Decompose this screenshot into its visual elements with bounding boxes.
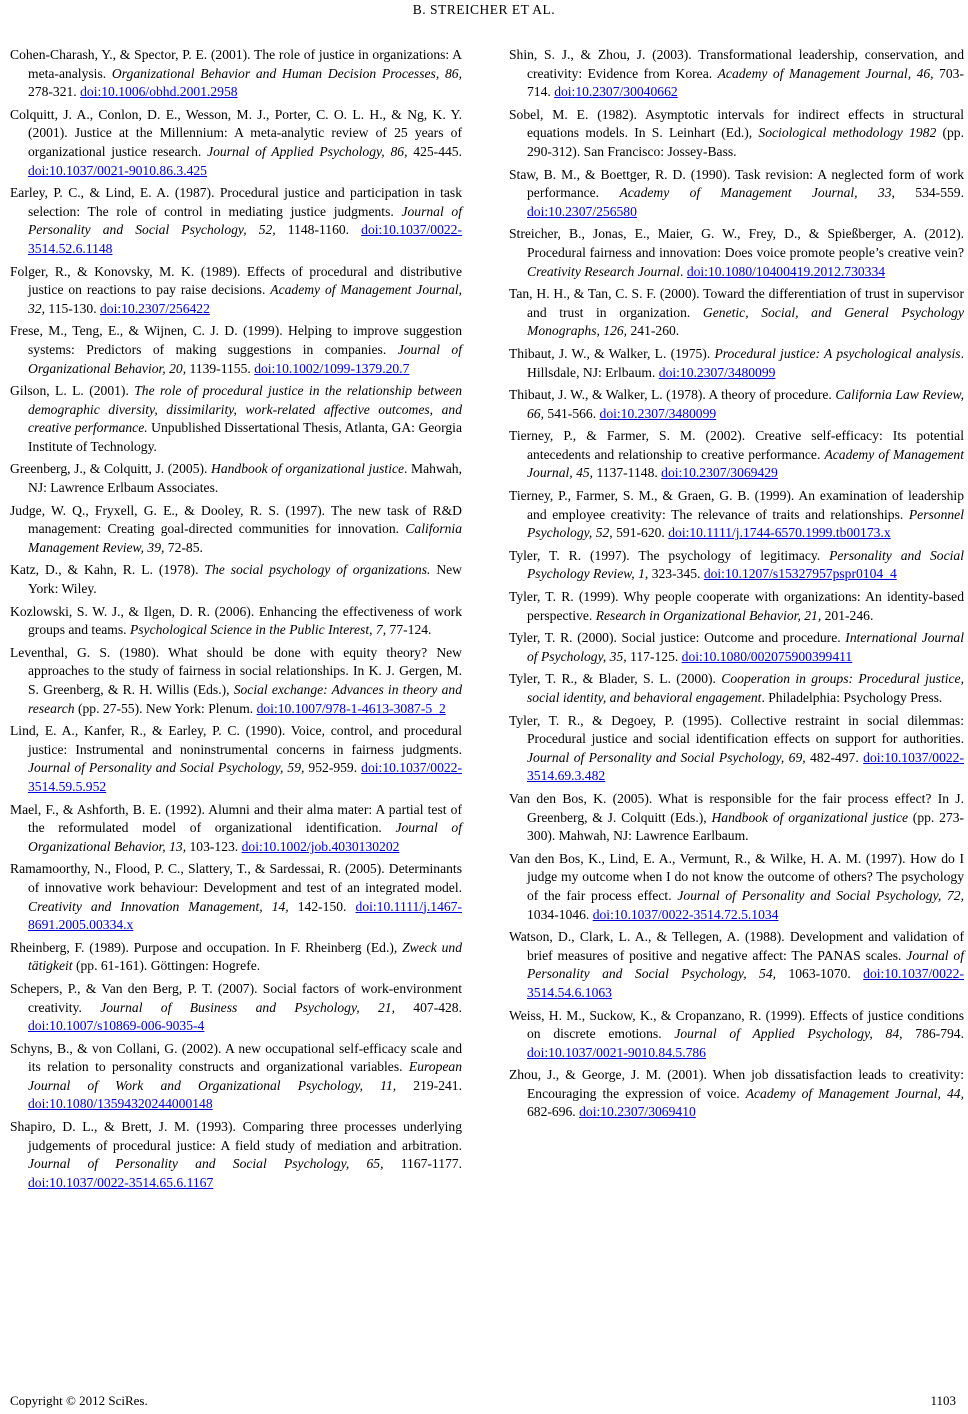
- reference-source: Genetic, Social, and General Psychology Monographs, 126,: [527, 304, 965, 339]
- reference-details: 1063-1070.: [776, 966, 864, 982]
- reference-details: 952-959.: [304, 760, 362, 776]
- reference-details: . Mahwah, NJ: Lawrence Erlbaum Associates.: [28, 461, 462, 496]
- reference-text: Gilson, L. L. (2001).: [10, 383, 135, 399]
- reference-source: Creativity Research Journal: [527, 263, 681, 279]
- reference-text: Thibaut, J. W., & Walker, L. (1978). A theory of procedure.: [509, 387, 836, 403]
- reference-text: Sobel, M. E. (1982). Asymptotic intervals for indirect effects in structural equations models. In S. Leinhart (Ed.),: [509, 106, 964, 141]
- reference-source: Journal of Personality and Social Psychology, 59,: [28, 760, 305, 776]
- reference-text: Cohen-Charash, Y., & Spector, P. E. (2001). The role of justice in organizations: A meta-analysis.: [10, 47, 462, 81]
- reference-text: Thibaut, J. W., & Walker, L. (1975).: [509, 345, 715, 361]
- reference-source: European Journal of Work and Organizational Psychology, 11,: [28, 1059, 462, 1093]
- doi-link[interactable]: doi:10.2307/256422: [100, 300, 210, 316]
- reference-details: 241-260.: [627, 323, 680, 339]
- references-column-left: [10, 46, 462, 1196]
- reference-entry: [509, 712, 964, 786]
- reference-entry: [10, 502, 462, 558]
- reference-text: Leventhal, G. S. (1980). What should be done with equity theory? New approaches to the study of fairness in social relationships. In K. J. Gergen, M. S. Greenberg, & R. H. Willis (Eds.),: [10, 644, 462, 697]
- doi-link[interactable]: doi:10.1037/0022-3514.52.6.1148: [28, 222, 462, 256]
- reference-source: Psychological Science in the Public Interest, 7,: [129, 622, 387, 638]
- reference-source: Cooperation in groups: Procedural justice, social identity, and behavioral engagement: [527, 671, 964, 705]
- reference-text: Ramamoorthy, N., Flood, P. C., Slattery, T., & Sardessai, R. (2005). Determinants of innovative work behaviour: Development and test of an integrated model.: [10, 861, 462, 895]
- reference-entry: [509, 106, 964, 162]
- reference-entry: [10, 263, 462, 319]
- doi-link[interactable]: doi:10.1037/0022-3514.72.5.1034: [592, 906, 779, 922]
- reference-text: Streicher, B., Jonas, E., Maier, G. W., Frey, D., & Spießberger, A. (2012). Procedural fairness and innovation: Does voice promote people’s creative vein?: [509, 226, 964, 260]
- reference-entry: [10, 801, 462, 857]
- reference-details: 1148-1160.: [275, 222, 362, 238]
- reference-entry: [10, 106, 462, 180]
- reference-entry: [509, 588, 964, 625]
- reference-source: Research in Organizational Behavior, 21,: [595, 607, 822, 623]
- reference-entry: [10, 939, 462, 976]
- reference-entry: [509, 225, 964, 281]
- reference-text: Greenberg, J., & Colquitt, J. (2005).: [10, 461, 212, 477]
- copyright-notice: Copyright © 2012 SciRes.: [10, 1393, 148, 1408]
- reference-source: California Law Review, 66,: [527, 387, 964, 421]
- doi-link[interactable]: doi:10.1037/0022-3514.54.6.1063: [527, 966, 964, 1000]
- reference-source: Journal of Organizational Behavior, 20,: [28, 341, 462, 376]
- reference-entry: [10, 460, 462, 497]
- reference-entry: [509, 46, 964, 102]
- reference-text: Tyler, T. R. (2000). Social justice: Outcome and procedure.: [509, 630, 846, 646]
- doi-link[interactable]: doi:10.2307/3480099: [658, 364, 776, 380]
- reference-details: (pp. 290-312). San Francisco: Jossey-Bass.: [527, 125, 964, 159]
- reference-text: Rheinberg, F. (1989). Purpose and occupation. In F. Rheinberg (Ed.),: [10, 939, 403, 955]
- reference-source: Handbook of organizational justice: [711, 809, 909, 825]
- reference-text: Schepers, P., & Van den Berg, P. T. (2007). Social factors of work-environment creativity.: [10, 980, 462, 1015]
- reference-entry: [10, 322, 462, 378]
- doi-link[interactable]: doi:10.1080/002075900399411: [681, 648, 853, 664]
- reference-details: 407-428.: [394, 999, 463, 1015]
- reference-entry: [509, 345, 964, 382]
- reference-source: Journal of Personality and Social Psychology, 72,: [677, 887, 965, 903]
- reference-source: Creativity and Innovation Management, 14,: [28, 898, 289, 914]
- reference-entry: [509, 629, 964, 666]
- reference-entry: [509, 427, 964, 483]
- reference-details: 219-241.: [396, 1077, 462, 1093]
- doi-link[interactable]: doi:10.1002/job.4030130202: [241, 838, 400, 854]
- reference-text: Tierney, P., & Farmer, S. M. (2002). Creative self-efficacy: Its potential antecedents and relationship to creative performance.: [509, 428, 964, 462]
- reference-text: Van den Bos, K., Lind, E. A., Vermunt, R., & Wilke, H. A. M. (1997). How do I judge my outcome when I do not know the outcome of others? The psychology of the fair process effect.: [509, 850, 964, 903]
- doi-link[interactable]: doi:10.1037/0021-9010.86.3.425: [28, 162, 207, 178]
- reference-text: Frese, M., Teng, E., & Wijnen, C. J. D. (1999). Helping to improve suggestion systems: Predictors of making suggestions in companies.: [10, 323, 462, 357]
- reference-text: Earley, P. C., & Lind, E. A. (1987). Procedural justice and participation in task selection: The role of control in mediating justice judgments.: [10, 185, 462, 219]
- doi-link[interactable]: doi:10.2307/3480099: [599, 405, 717, 421]
- reference-text: Watson, D., Clark, L. A., & Tellegen, A. (1988). Development and validation of brief measures of positive and negative affect: The PANAS scales.: [509, 929, 964, 963]
- reference-source: International Journal of Psychology, 35,: [527, 630, 964, 664]
- reference-details: 534-559.: [894, 185, 964, 201]
- page-number: 1103: [930, 1393, 956, 1408]
- reference-text: Folger, R., & Konovsky, M. K. (1989). Effects of procedural and distributive justice on reactions to pay raise decisions.: [10, 263, 462, 298]
- reference-source: Procedural justice: A psychological analysis: [714, 345, 961, 361]
- reference-entry: [509, 1066, 964, 1122]
- reference-details: 425-445.: [407, 143, 462, 159]
- reference-source: Journal of Personality and Social Psychology, 54,: [527, 947, 965, 982]
- reference-source: The role of procedural justice in the relationship between demographic diversity, dissimilarity, work-related affective outcomes, and creative performance.: [28, 383, 462, 436]
- reference-entry: [10, 722, 462, 796]
- doi-link[interactable]: doi:10.2307/3069410: [579, 1104, 696, 1120]
- reference-text: Shapiro, D. L., & Brett, J. M. (1993). Comparing three processes underlying judgements of procedural justice: A field study of mediation and arbitration.: [10, 1119, 462, 1153]
- reference-text: Schyns, B., & von Collani, G. (2002). A new occupational self-efficacy scale and its relation to personality constructs and organizational variables.: [10, 1040, 462, 1075]
- reference-details: .: [680, 263, 687, 279]
- reference-text: Tyler, T. R., & Blader, S. L. (2000).: [509, 671, 722, 687]
- reference-entry: [10, 1040, 462, 1114]
- reference-details: 72-85.: [164, 539, 203, 555]
- doi-link[interactable]: doi:10.1002/1099-1379.20.7: [254, 360, 410, 376]
- doi-link[interactable]: doi:10.1080/10400419.2012.730334: [686, 263, 886, 279]
- reference-details: Unpublished Dissertational Thesis, Atlanta, GA: Georgia Institute of Technology.: [28, 420, 462, 454]
- doi-link[interactable]: doi:10.1007/978-1-4613-3087-5_2: [256, 700, 446, 716]
- reference-source: Journal of Business and Psychology, 21,: [100, 999, 395, 1015]
- reference-entry: [509, 547, 964, 584]
- reference-details: 591-620.: [612, 525, 669, 541]
- reference-text: Tierney, P., Farmer, S. M., & Graen, G. B. (1999). An examination of leadership and employee creativity: The relevance of traits and relationships.: [509, 488, 964, 522]
- reference-details: 482-497.: [805, 749, 864, 765]
- reference-entry: [509, 790, 964, 846]
- references-column-right: [509, 46, 964, 1126]
- reference-source: Handbook of organizational justice: [211, 461, 405, 477]
- reference-text: Van den Bos, K. (2005). What is responsible for the fair process effect? In J. Greenberg, & J. Colquitt (Eds.),: [509, 790, 964, 825]
- reference-details: . Hillsdale, NJ: Erlbaum.: [527, 345, 964, 380]
- reference-details: 703-714.: [527, 65, 964, 100]
- reference-entry: [10, 1118, 462, 1192]
- doi-link[interactable]: doi:10.2307/30040662: [554, 84, 678, 100]
- reference-source: Organizational Behavior and Human Decision Processes, 86,: [111, 65, 462, 81]
- reference-source: Academy of Management Journal, 45,: [527, 446, 965, 481]
- reference-entry: [10, 382, 462, 456]
- reference-text: Shin, S. J., & Zhou, J. (2003). Transformational leadership, conservation, and creativity: Evidence from Korea.: [509, 47, 964, 81]
- doi-link[interactable]: doi:10.1037/0022-3514.69.3.482: [527, 749, 964, 784]
- reference-text: Judge, W. Q., Fryxell, G. E., & Dooley, R. S. (1997). The new task of R&D management: Creating goal-directed communities for innovation.: [10, 502, 462, 537]
- reference-source: The social psychology of organizations.: [204, 562, 431, 578]
- doi-link[interactable]: doi:10.1080/13594320244000148: [28, 1096, 213, 1112]
- reference-source: Academy of Management Journal, 32,: [28, 282, 462, 316]
- reference-text: Colquitt, J. A., Conlon, D. E., Wesson, M. J., Porter, C. O. L. H., & Ng, K. Y. (2001). Justice at the Millennium: A meta-analytic review of 25 years of organizational justice research.: [10, 106, 462, 159]
- reference-entry: [509, 928, 964, 1002]
- reference-details: 1167-1177.: [383, 1156, 462, 1172]
- reference-source: Personality and Social Psychology Review, 1,: [527, 547, 964, 582]
- reference-details: (pp. 61-161). Göttingen: Hogrefe.: [72, 958, 261, 974]
- reference-source: Social exchange: Advances in theory and research: [28, 682, 462, 716]
- reference-details: 1139-1155.: [186, 360, 255, 376]
- reference-text: Katz, D., & Kahn, R. L. (1978).: [10, 562, 205, 578]
- reference-text: Weiss, H. M., Suckow, K., & Cropanzano, R. (1999). Effects of justice conditions on discrete emotions.: [509, 1007, 964, 1042]
- reference-details: 278-321.: [28, 84, 81, 100]
- reference-source: Personnel Psychology, 52,: [527, 506, 964, 541]
- page-footer: [0, 1392, 968, 1412]
- reference-entry: [509, 487, 964, 543]
- reference-details: 1137-1148.: [593, 465, 662, 481]
- reference-entry: [10, 603, 462, 640]
- reference-text: Tyler, T. R. (1997). The psychology of legitimacy.: [509, 547, 830, 563]
- reference-entry: [10, 644, 462, 718]
- reference-source: Academy of Management Journal, 46,: [717, 65, 934, 81]
- reference-entry: [10, 46, 462, 102]
- reference-details: (pp. 27-55). New York: Plenum.: [74, 700, 257, 716]
- reference-text: Zhou, J., & George, J. M. (2001). When job dissatisfaction leads to creativity: Encouraging the expression of voice.: [509, 1067, 964, 1101]
- doi-link[interactable]: doi:10.1007/s10869-006-9035-4: [28, 1018, 205, 1034]
- running-head: B. STREICHER ET AL.: [412, 2, 556, 17]
- reference-details: New York: Wiley.: [28, 562, 462, 597]
- reference-details: (pp. 273-300). Mahwah, NJ: Lawrence Earlbaum.: [527, 809, 965, 844]
- doi-link[interactable]: doi:10.1006/obhd.2001.2958: [80, 84, 238, 100]
- reference-entry: [509, 670, 964, 707]
- reference-entry: [509, 285, 964, 341]
- reference-details: 77-124.: [386, 622, 432, 638]
- reference-text: Mael, F., & Ashforth, B. E. (1992). Alumni and their alma mater: A partial test of the reformulated model of organizational identification.: [10, 801, 462, 836]
- doi-link[interactable]: doi:10.1037/0022-3514.59.5.952: [28, 760, 462, 794]
- reference-text: Staw, B. M., & Boettger, R. D. (1990). Task revision: A neglected form of work performance.: [509, 166, 964, 201]
- doi-link[interactable]: doi:10.1037/0021-9010.84.5.786: [527, 1044, 706, 1060]
- reference-details: 682-696.: [527, 1104, 580, 1120]
- reference-source: Journal of Personality and Social Psychology, 52,: [28, 203, 462, 238]
- reference-entry: [509, 850, 964, 924]
- reference-source: California Management Review, 39,: [28, 521, 462, 555]
- doi-link[interactable]: doi:10.2307/256580: [527, 203, 637, 219]
- reference-details: . Philadelphia: Psychology Press.: [761, 690, 943, 705]
- reference-source: Journal of Personality and Social Psychology, 65,: [28, 1156, 384, 1172]
- reference-entry: [10, 561, 462, 598]
- reference-entry: [509, 1007, 964, 1063]
- reference-entry: [509, 166, 964, 222]
- reference-source: Academy of Management Journal, 33,: [619, 185, 895, 201]
- reference-text: Lind, E. A., Kanfer, R., & Earley, P. C. (1990). Voice, control, and procedural justice: Instrumental and noninstrumental concerns in fairness judgments.: [10, 723, 462, 757]
- reference-entry: [10, 184, 462, 258]
- reference-details: 323-345.: [648, 566, 704, 582]
- reference-source: Journal of Personality and Social Psychology, 69,: [527, 749, 806, 765]
- doi-link[interactable]: doi:10.1111/j.1467-8691.2005.00334.x: [28, 898, 462, 933]
- reference-source: Journal of Applied Psychology, 84,: [674, 1026, 903, 1042]
- reference-details: 142-150.: [288, 898, 356, 914]
- reference-details: 541-566.: [544, 405, 600, 421]
- reference-text: Tyler, T. R. (1999). Why people cooperate with organizations: An identity-based perspective.: [509, 589, 964, 623]
- reference-details: 201-246.: [821, 607, 874, 623]
- reference-entry: [10, 980, 462, 1036]
- reference-details: 786-794.: [902, 1026, 964, 1042]
- reference-text: Kozlowski, S. W. J., & Ilgen, D. R. (2006). Enhancing the effectiveness of work groups and teams.: [10, 603, 462, 638]
- reference-details: 103-123.: [186, 838, 242, 854]
- reference-source: Zweck und tätigkeit: [28, 939, 462, 974]
- reference-source: Academy of Management Journal, 44,: [745, 1085, 964, 1101]
- reference-source: Journal of Applied Psychology, 86,: [207, 143, 408, 159]
- doi-link[interactable]: doi:10.1111/j.1744-6570.1999.tb00173.x: [668, 525, 891, 541]
- doi-link[interactable]: doi:10.1037/0022-3514.65.6.1167: [28, 1174, 214, 1190]
- reference-text: Tyler, T. R., & Degoey, P. (1995). Collective restraint in social dilemmas: Procedural justice and social identification effects on support for authorities.: [509, 712, 964, 747]
- reference-entry: [509, 386, 964, 423]
- reference-details: 1034-1046.: [527, 906, 593, 922]
- reference-details: 115-130.: [45, 300, 100, 316]
- doi-link[interactable]: doi:10.2307/3069429: [661, 465, 778, 481]
- reference-details: 117-125.: [626, 648, 682, 664]
- reference-source: Journal of Organizational Behavior, 13,: [28, 820, 462, 854]
- reference-entry: [10, 860, 462, 934]
- reference-source: Sociological methodology 1982: [758, 125, 937, 141]
- doi-link[interactable]: doi:10.1207/s15327957pspr0104_4: [703, 566, 897, 582]
- reference-text: Tan, H. H., & Tan, C. S. F. (2000). Toward the differentiation of trust in supervisor and trust in organization.: [509, 286, 964, 320]
